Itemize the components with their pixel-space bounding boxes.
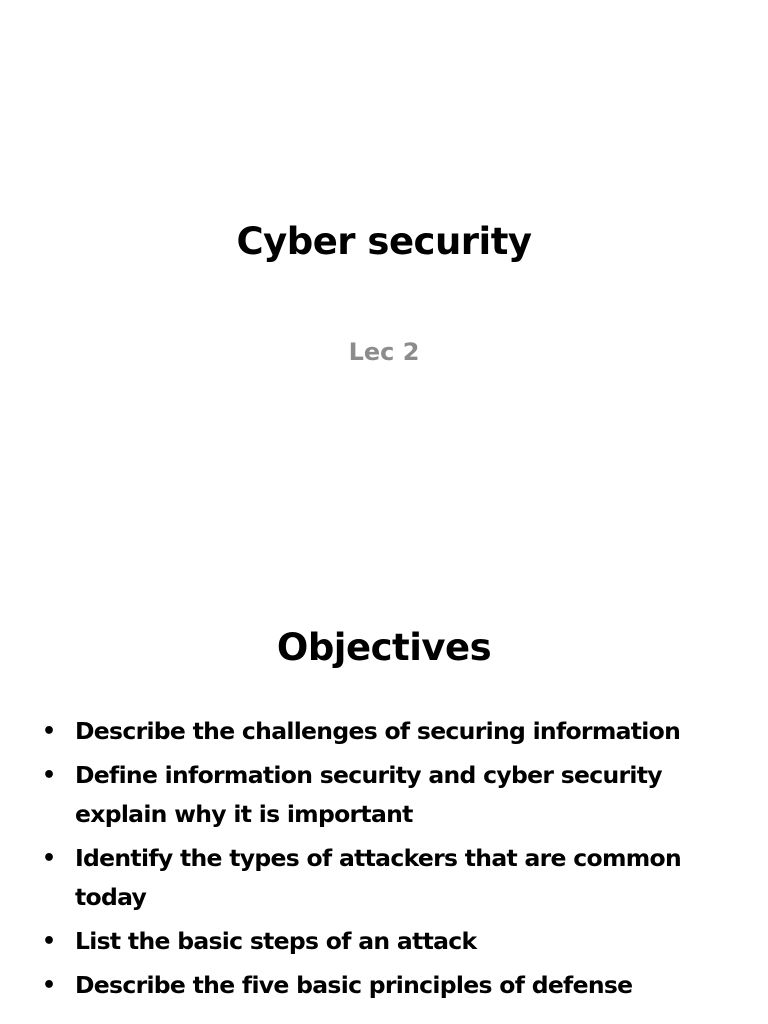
list-item (42, 966, 742, 1005)
bullet-text: List the basic steps of an attack (75, 927, 477, 955)
list-item (42, 839, 742, 917)
objectives-list (42, 712, 742, 1010)
bullet-icon: • (42, 973, 56, 998)
slide-title: Cyber security (236, 220, 532, 263)
slide-subtitle: Lec 2 (348, 338, 420, 366)
bullet-text: Describe the five basic principles of defense (75, 971, 633, 999)
objectives-slide (0, 576, 768, 1024)
bullet-text: Define information security and cyber security (75, 761, 662, 789)
bullet-icon: • (42, 719, 56, 744)
objectives-title: Objectives (276, 626, 492, 669)
bullet-icon: • (42, 929, 56, 954)
bullet-text: today (75, 883, 147, 911)
bullet-icon: • (42, 763, 56, 788)
bullet-icon: • (42, 846, 56, 871)
list-item (42, 756, 742, 834)
list-item (42, 712, 742, 751)
list-item (42, 922, 742, 961)
bullet-text: Describe the challenges of securing information (75, 717, 681, 745)
bullet-text: Identify the types of attackers that are common (75, 844, 681, 872)
bullet-text: explain why it is important (75, 800, 413, 828)
